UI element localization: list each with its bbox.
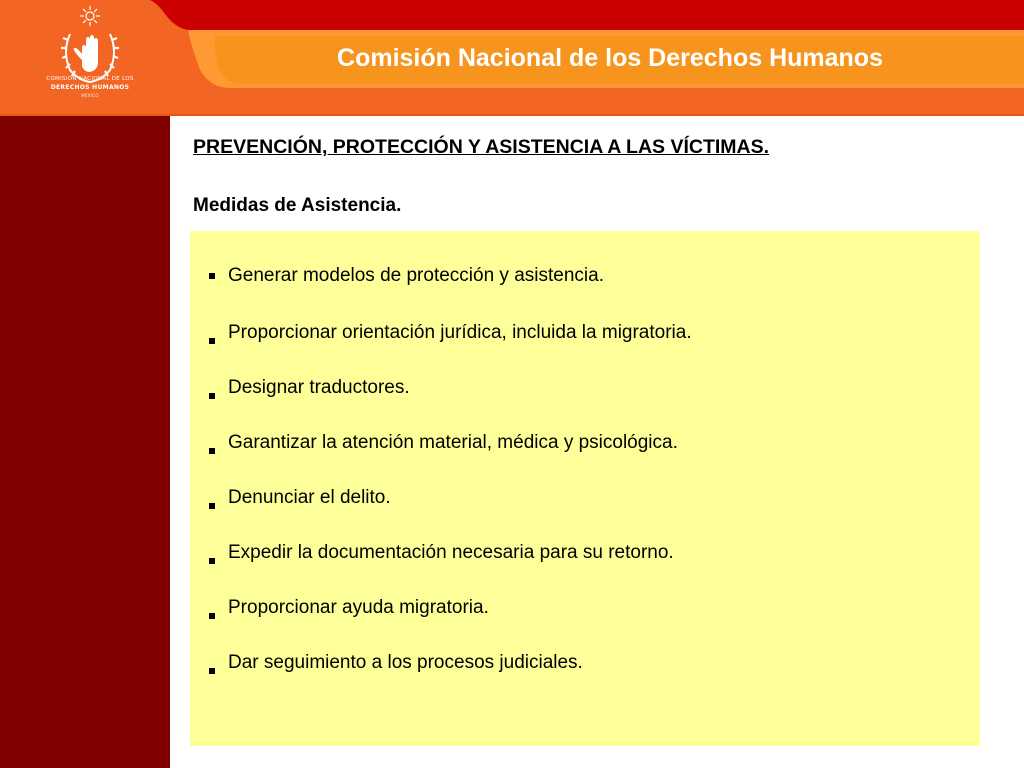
list-item — [209, 619, 692, 674]
header-banner — [0, 0, 1024, 116]
list-item-text: Garantizar la atención material, médica y psicológica. — [228, 432, 678, 453]
list-item-text: Proporcionar orientación jurídica, incluida la migratoria. — [228, 322, 692, 343]
list-item — [209, 454, 692, 509]
logo-text-line3: MÉXICO — [81, 93, 99, 98]
left-sidebar-bar — [0, 116, 170, 768]
list-item — [209, 509, 692, 564]
list-item-text: Designar traductores. — [228, 377, 410, 398]
square-bullet-icon — [209, 273, 215, 279]
logo-text-line1: COMISIÓN NACIONAL DE LOS — [46, 76, 134, 82]
square-bullet-icon — [209, 338, 215, 344]
list-item-text: Denunciar el delito. — [228, 487, 391, 508]
square-bullet-icon — [209, 613, 215, 619]
list-item-text: Expedir la documentación necesaria para su retorno. — [228, 542, 674, 563]
square-bullet-icon — [209, 503, 215, 509]
list-item-text: Generar modelos de protección y asistencia. — [228, 265, 604, 286]
square-bullet-icon — [209, 558, 215, 564]
header-title: Comisión Nacional de los Derechos Humanos — [337, 44, 883, 72]
list-item — [209, 289, 692, 344]
list-item — [209, 399, 692, 454]
list-item — [209, 564, 692, 619]
bullet-list — [209, 263, 692, 674]
list-item — [209, 263, 692, 289]
square-bullet-icon — [209, 668, 215, 674]
logo-text-line2: DERECHOS HUMANOS — [50, 84, 130, 91]
section-subtitle: Medidas de Asistencia. — [193, 195, 402, 216]
bullet-panel — [190, 231, 980, 746]
page-title: PREVENCIÓN, PROTECCIÓN Y ASISTENCIA A LAS VÍCTIMAS. — [193, 136, 770, 158]
list-item-text: Dar seguimiento a los procesos judiciales. — [228, 652, 583, 673]
square-bullet-icon — [209, 393, 215, 399]
list-item — [209, 344, 692, 399]
list-item-text: Proporcionar ayuda migratoria. — [228, 597, 489, 618]
square-bullet-icon — [209, 448, 215, 454]
